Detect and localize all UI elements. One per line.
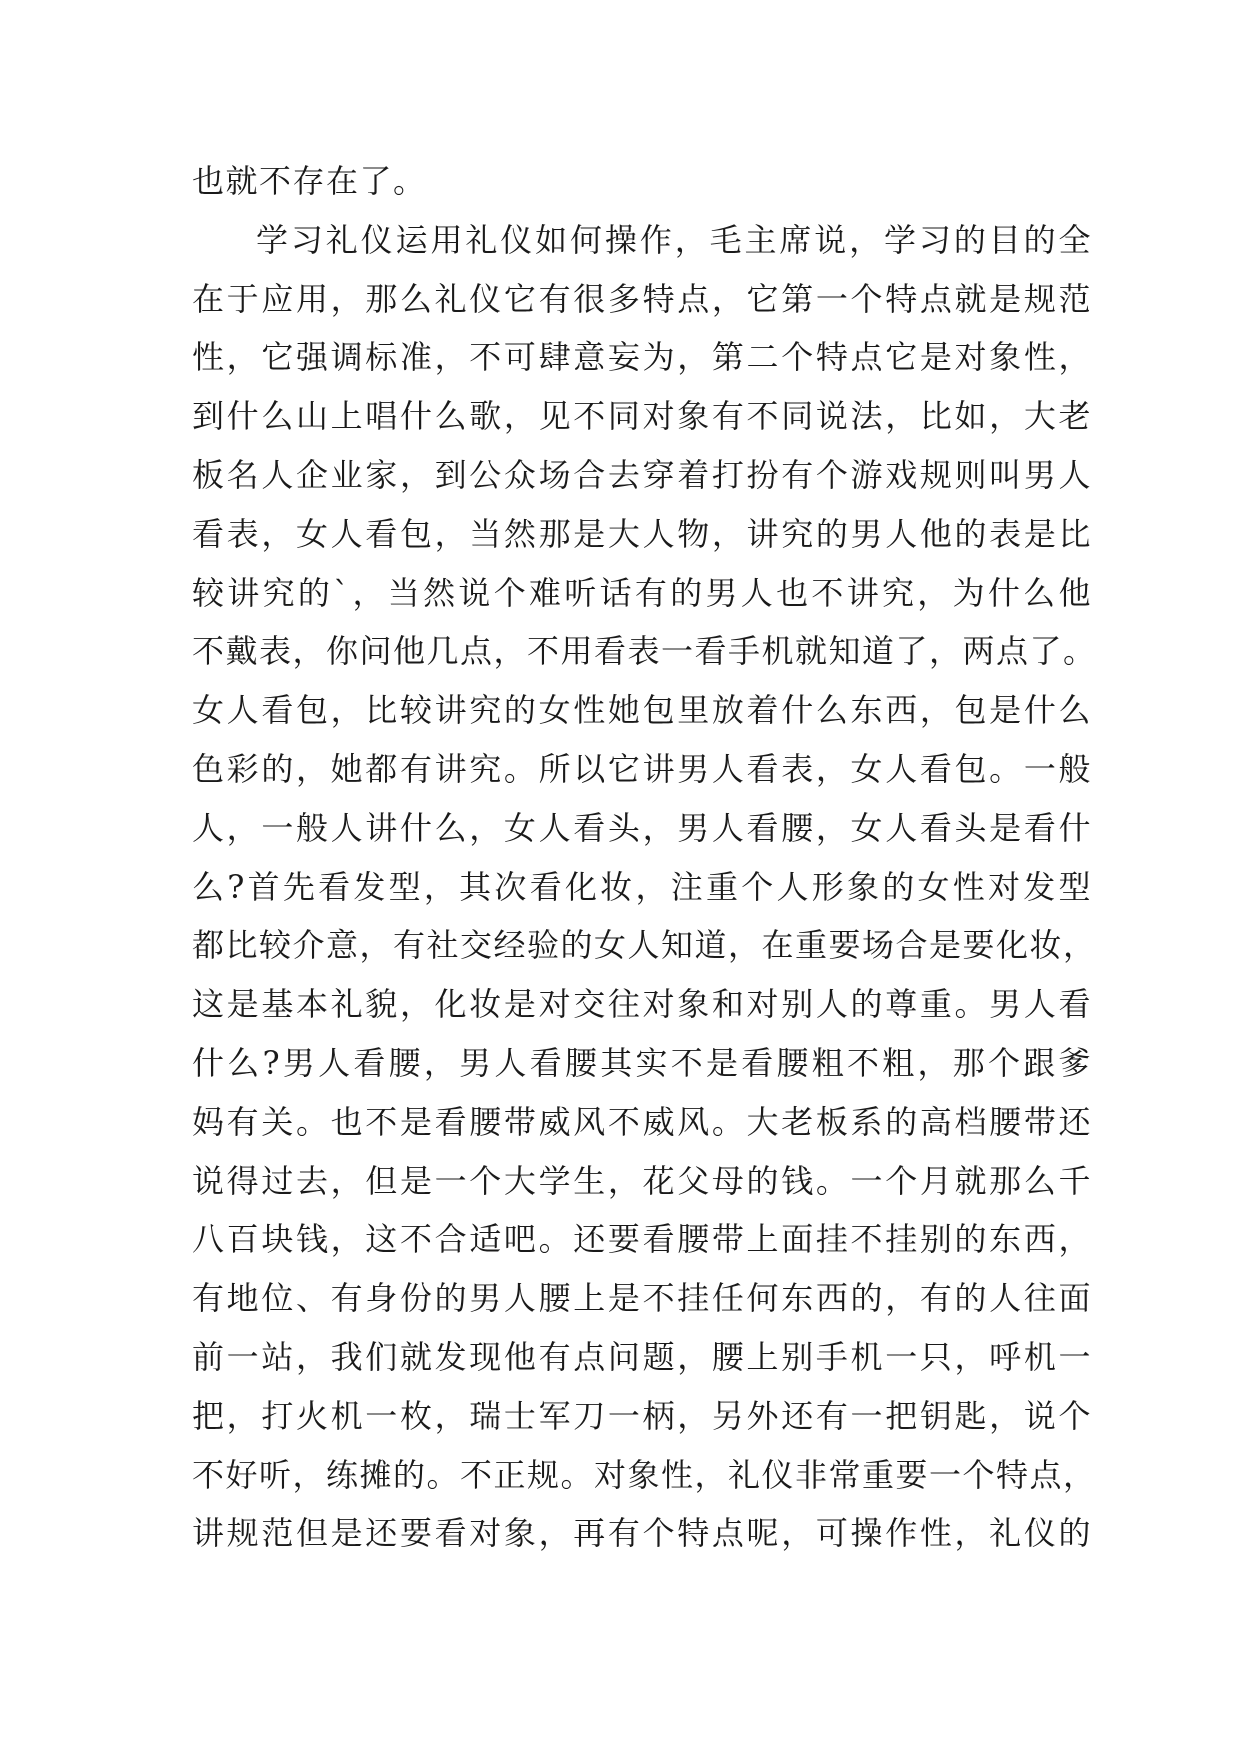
text-line: 把，打火机一枚，瑞士军刀一柄，另外还有一把钥匙，说个: [192, 1396, 1092, 1435]
text-line: 女人看包，比较讲究的女性她包里放着什么东西，包是什么: [192, 691, 1092, 730]
text-line: 看表，女人看包，当然那是大人物，讲究的男人他的表是比: [192, 514, 1092, 553]
text-line: 较讲究的`，当然说个难听话有的男人也不讲究，为什么他: [192, 573, 1092, 612]
text-line: 什么?男人看腰，男人看腰其实不是看腰粗不粗，那个跟爹: [192, 1043, 1092, 1082]
text-line: 也就不存在了。: [192, 162, 427, 200]
text-line: 这是基本礼貌，化妆是对交往对象和对别人的尊重。男人看: [192, 985, 1092, 1024]
paragraph-first-line: 学习礼仪运用礼仪如何操作，毛主席说，学习的目的全: [256, 220, 1092, 259]
text-line: 板名人企业家，到公众场合去穿着打扮有个游戏规则叫男人: [192, 455, 1092, 494]
body-text: [192, 152, 1097, 1563]
text-line: 到什么山上唱什么歌，见不同对象有不同说法，比如，大老: [192, 397, 1092, 436]
text-line: 前一站，我们就发现他有点问题，腰上别手机一只，呼机一: [192, 1337, 1092, 1376]
text-line: 不戴表，你问他几点，不用看表一看手机就知道了，两点了。: [192, 632, 1097, 671]
text-line: 说得过去，但是一个大学生，花父母的钱。一个月就那么千: [192, 1161, 1092, 1200]
text-line: 不好听，练摊的。不正规。对象性，礼仪非常重要一个特点，: [192, 1455, 1097, 1494]
text-line: 讲规范但是还要看对象，再有个特点呢，可操作性，礼仪的: [192, 1514, 1092, 1553]
text-line: 在于应用，那么礼仪它有很多特点，它第一个特点就是规范: [192, 279, 1092, 318]
text-line: 八百块钱，这不合适吧。还要看腰带上面挂不挂别的东西，: [192, 1220, 1092, 1259]
text-line: 色彩的，她都有讲究。所以它讲男人看表，女人看包。一般: [192, 749, 1092, 788]
text-line: 人，一般人讲什么，女人看头，男人看腰，女人看头是看什: [192, 808, 1092, 847]
text-line: 有地位、有身份的男人腰上是不挂任何东西的，有的人往面: [192, 1279, 1092, 1318]
text-line: 性，它强调标准，不可肆意妄为，第二个特点它是对象性，: [192, 338, 1092, 377]
text-line: 妈有关。也不是看腰带威风不威风。大老板系的高档腰带还: [192, 1102, 1092, 1141]
text-line: 都比较介意，有社交经验的女人知道，在重要场合是要化妆，: [192, 926, 1097, 965]
text-line: 么?首先看发型，其次看化妆，注重个人形象的女性对发型: [192, 867, 1092, 906]
